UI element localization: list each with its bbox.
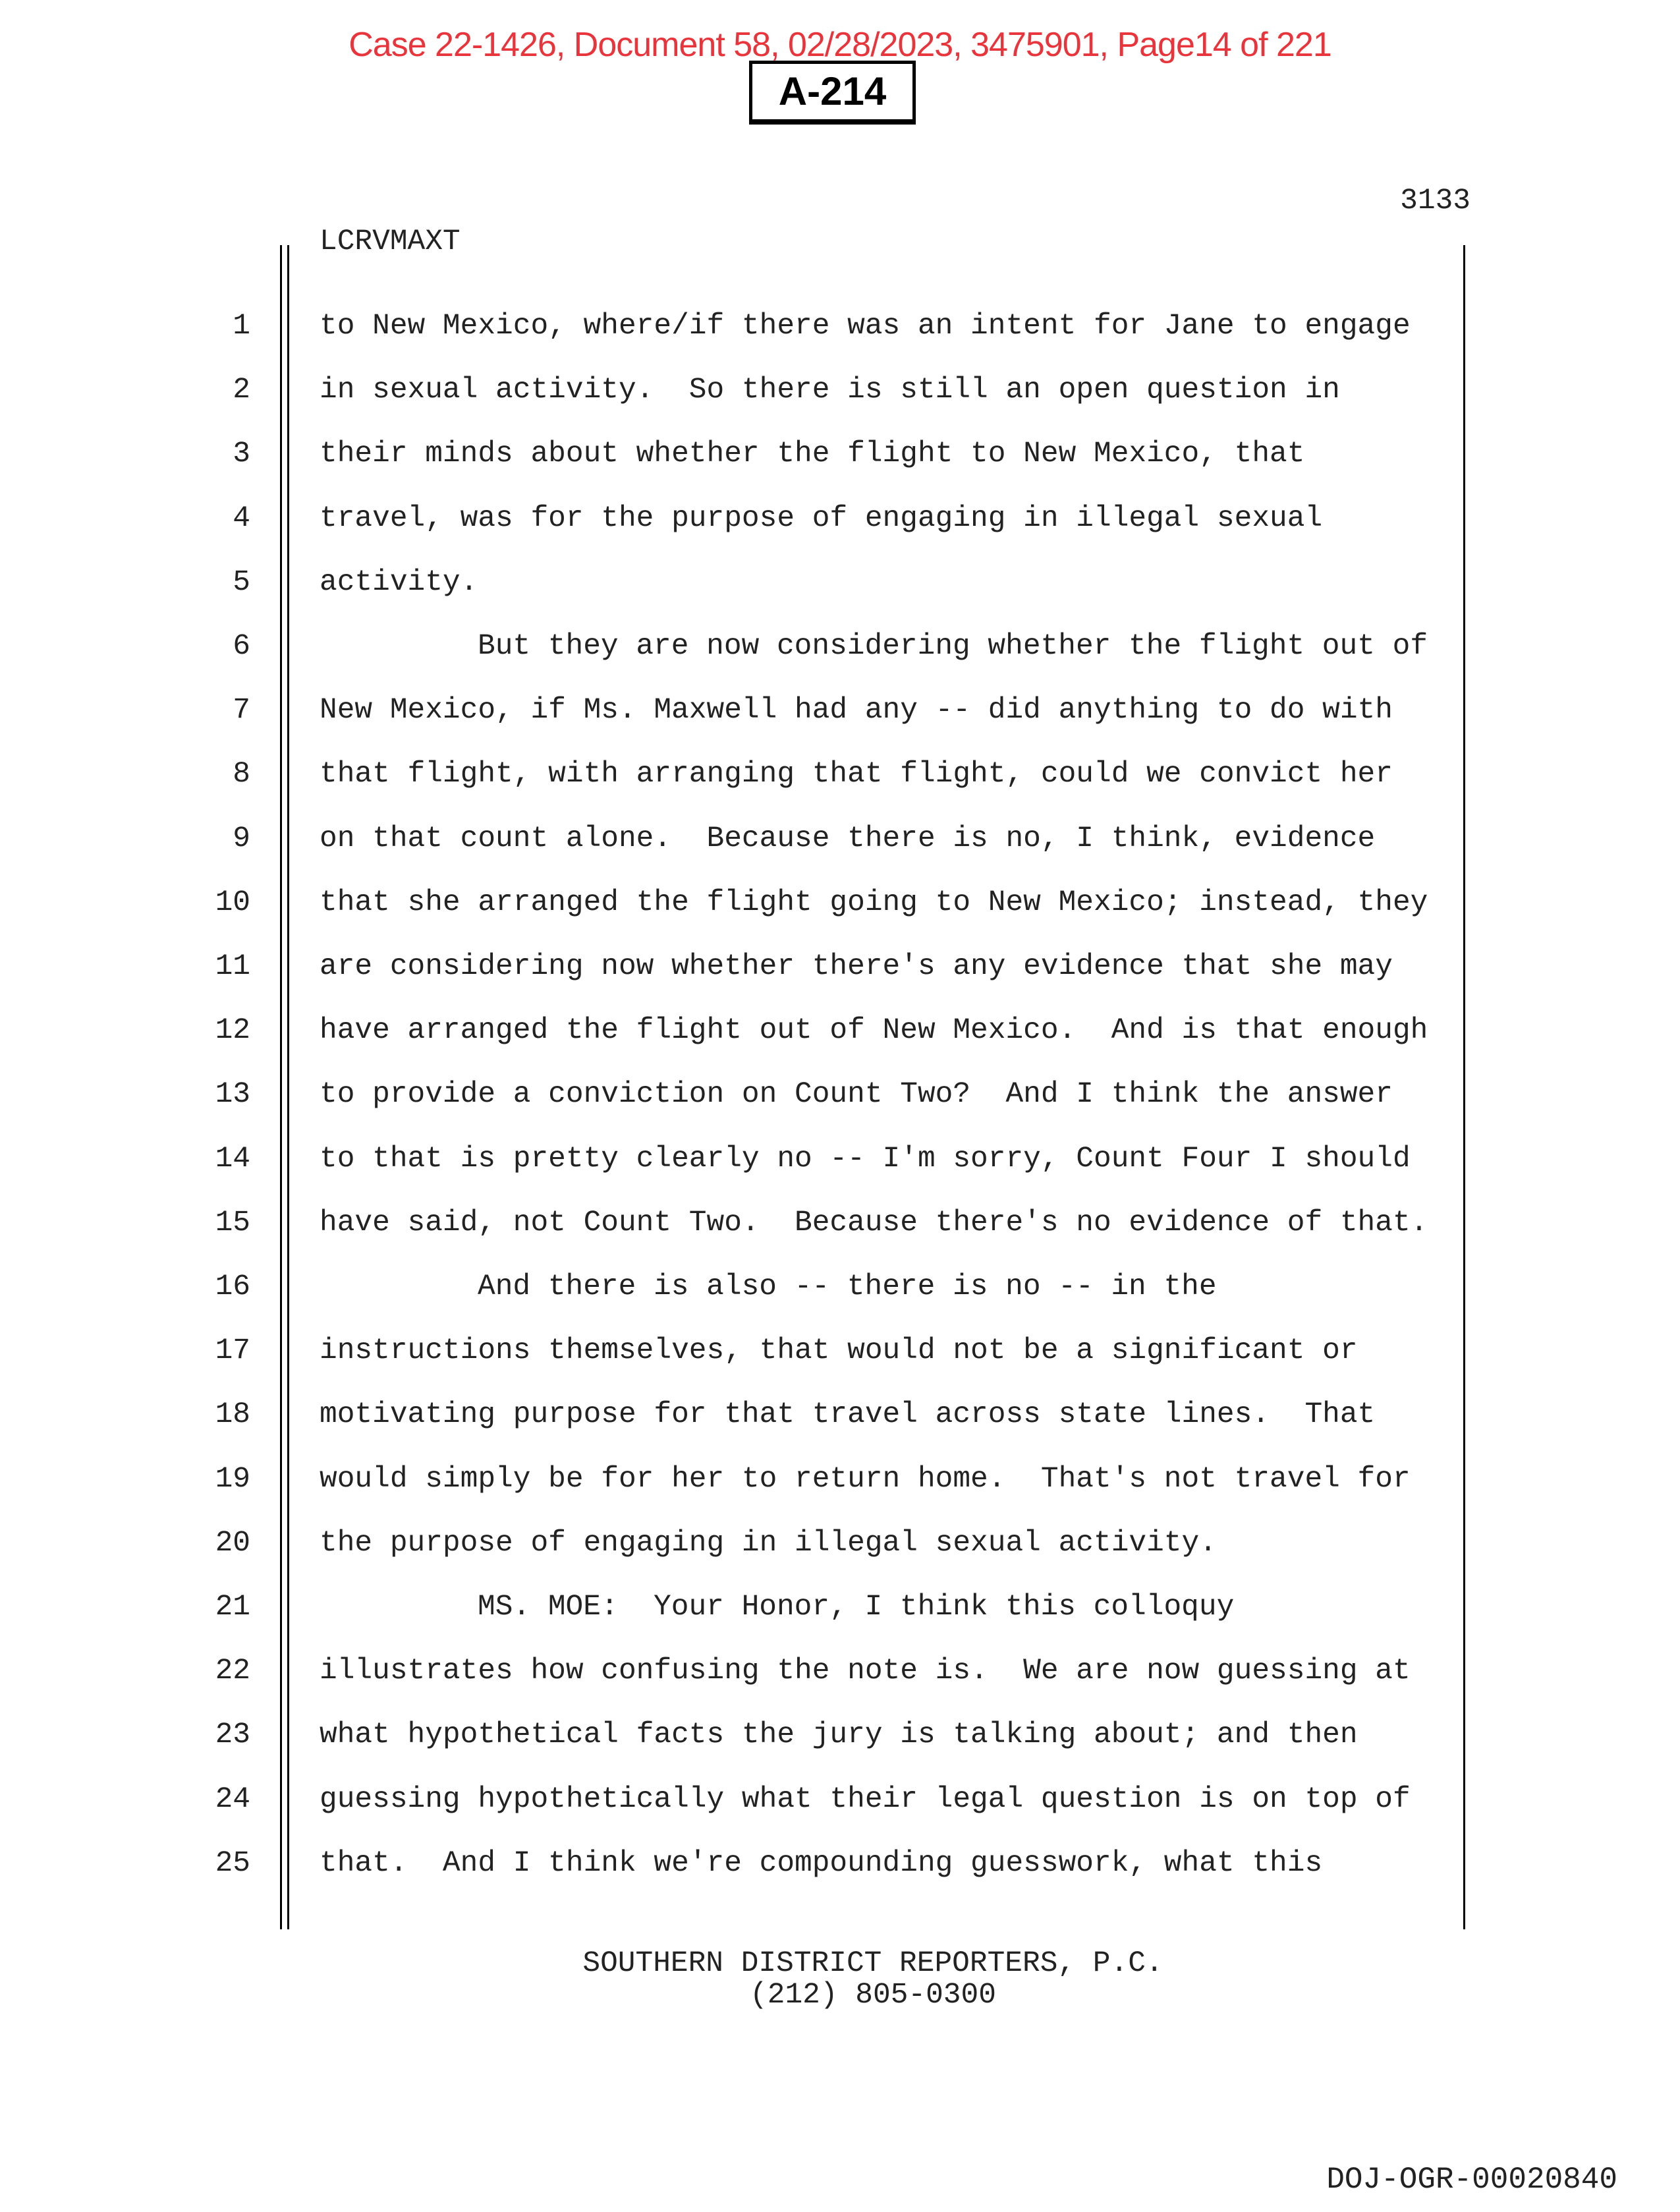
- line-text: motivating purpose for that travel across state lines. That: [320, 1398, 1376, 1432]
- left-margin-rule-inner: [287, 245, 289, 1929]
- line-text: New Mexico, if Ms. Maxwell had any -- did anything to do with: [320, 694, 1393, 727]
- line-text: illustrates how confusing the note is. We are now guessing at: [320, 1655, 1411, 1688]
- line-text: And there is also -- there is no -- in the: [478, 1270, 1217, 1303]
- line-text: travel, was for the purpose of engaging in illegal sexual: [320, 501, 1323, 535]
- line-number: 14: [215, 1142, 250, 1176]
- line-number: 11: [215, 950, 250, 983]
- line-number: 12: [215, 1014, 250, 1048]
- line-number: 9: [233, 822, 250, 855]
- line-text: have arranged the flight out of New Mexico. And is that enough: [320, 1014, 1428, 1048]
- exhibit-label: A-214: [749, 61, 916, 125]
- line-number: 18: [215, 1398, 250, 1432]
- line-text: guessing hypothetically what their legal question is on top of: [320, 1782, 1411, 1816]
- line-text: the purpose of engaging in illegal sexual activity.: [320, 1526, 1217, 1560]
- line-text: have said, not Count Two. Because there's no evidence of that.: [320, 1206, 1428, 1239]
- right-margin-rule: [1463, 245, 1465, 1929]
- line-number: 10: [215, 886, 250, 919]
- line-text: are considering now whether there's any evidence that she may: [320, 950, 1393, 983]
- line-number: 5: [233, 565, 250, 599]
- line-text: in sexual activity. So there is still an open question in: [320, 374, 1340, 407]
- line-text: their minds about whether the flight to New Mexico, that: [320, 438, 1305, 471]
- line-text: MS. MOE: Your Honor, I think this colloquy: [478, 1591, 1235, 1624]
- line-number: 6: [233, 630, 250, 663]
- line-number: 19: [215, 1462, 250, 1496]
- line-number: 22: [215, 1655, 250, 1688]
- line-number: 21: [215, 1591, 250, 1624]
- left-margin-rule: [280, 245, 282, 1929]
- line-text: But they are now considering whether the flight out of: [478, 630, 1428, 663]
- line-text: instructions themselves, that would not be a significant or: [320, 1334, 1358, 1368]
- line-text: to New Mexico, where/if there was an intent for Jane to engage: [320, 310, 1411, 343]
- transcript-caption: LCRVMAXT: [320, 225, 461, 258]
- line-number: 24: [215, 1782, 250, 1816]
- line-text: activity.: [320, 565, 478, 599]
- line-text: that she arranged the flight going to New Mexico; instead, they: [320, 886, 1428, 919]
- line-number: 13: [215, 1078, 250, 1112]
- line-text: would simply be for her to return home. That's not travel for: [320, 1462, 1411, 1496]
- line-text: to that is pretty clearly no -- I'm sorry, Count Four I should: [320, 1142, 1411, 1176]
- page-number: 3133: [1400, 184, 1470, 217]
- line-number: 2: [233, 374, 250, 407]
- line-number: 23: [215, 1718, 250, 1752]
- line-text: that flight, with arranging that flight, could we convict her: [320, 758, 1393, 791]
- line-number: 3: [233, 438, 250, 471]
- case-stamp: Case 22-1426, Document 58, 02/28/2023, 3475901, Page14 of 221: [349, 26, 1331, 64]
- line-number: 7: [233, 694, 250, 727]
- line-number: 17: [215, 1334, 250, 1368]
- line-number: 15: [215, 1206, 250, 1239]
- line-text: to provide a conviction on Count Two? And I think the answer: [320, 1078, 1393, 1112]
- line-number: 20: [215, 1526, 250, 1560]
- footer-reporter: SOUTHERN DISTRICT REPORTERS, P.C.: [582, 1947, 1163, 1980]
- line-number: 16: [215, 1270, 250, 1303]
- line-number: 4: [233, 501, 250, 535]
- line-text: that. And I think we're compounding guesswork, what this: [320, 1846, 1323, 1880]
- line-number: 1: [233, 310, 250, 343]
- bates-number: DOJ-OGR-00020840: [1326, 2163, 1617, 2197]
- line-text: on that count alone. Because there is no, I think, evidence: [320, 822, 1376, 855]
- footer-phone: (212) 805-0300: [750, 1979, 996, 2012]
- line-number: 25: [215, 1846, 250, 1880]
- line-text: what hypothetical facts the jury is talking about; and then: [320, 1718, 1358, 1752]
- line-number: 8: [233, 758, 250, 791]
